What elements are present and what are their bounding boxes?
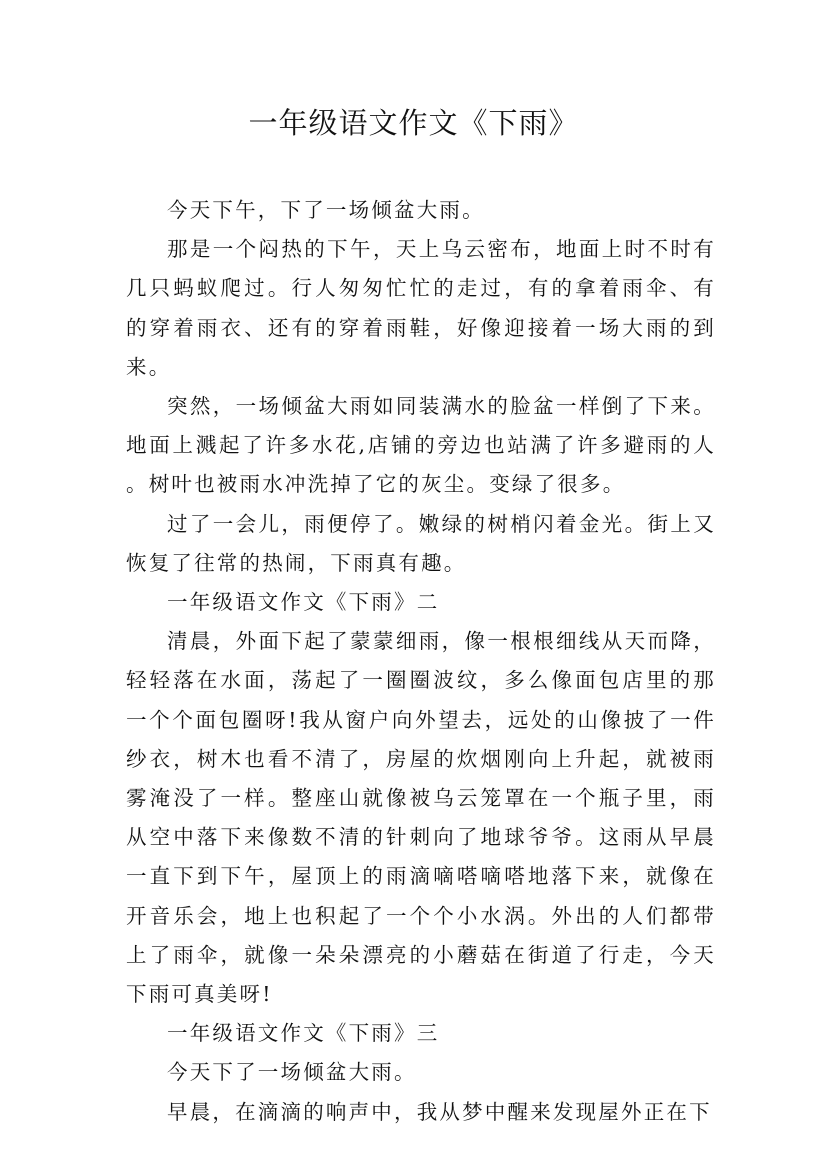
paragraph-6: 今天下了一场倾盆大雨。 [167, 1060, 417, 1085]
document-body [126, 191, 716, 1132]
paragraph-7: 早晨，在滴滴的响声中，我从梦中醒来发现屋外正在下 [167, 1099, 712, 1124]
paragraph-2: 那是一个闷热的下午，天上乌云密布，地面上时不时有几只蚂蚁爬过。行人匆匆忙忙的走过，有的拿着雨伞、有的穿着雨衣、还有的穿着雨鞋，好像迎接着一场大雨的到来。 [126, 237, 716, 379]
paragraph-5: 清晨，外面下起了蒙蒙细雨，像一根根细线从天而降，轻轻落在水面，荡起了一圈圈波纹，多么像面包店里的那一个个面包圈呀!我从窗户向外望去，远处的山像披了一件纱衣，树木也看不清了，房屋的炊烟刚向上升起，就被雨雾淹没了一样。整座山就像被乌云笼罩在一个瓶子里，雨从空中落下来像数不清的针刺向了地球爷爷。这雨从早晨一直下到下午，屋顶上的雨滴嘀嗒嘀嗒地落下来，就像在开音乐会，地上也积起了一个个小水涡。外出的人们都带上了雨伞，就像一朵朵漂亮的小蘑菇在街道了行走，今天下雨可真美呀! [126, 629, 716, 1007]
document-title: 一年级语文作文《下雨》 [248, 106, 579, 140]
paragraph-1: 今天下午，下了一场倾盆大雨。 [167, 198, 485, 222]
paragraph-3: 突然，一场倾盆大雨如同装满水的脸盆一样倒了下来。地面上溅起了许多水花,店铺的旁边也站满了许多避雨的人。树叶也被雨水冲洗掉了它的灰尘。变绿了很多。 [126, 394, 716, 497]
paragraph-4: 过了一会儿，雨便停了。嫩绿的树梢闪着金光。街上又恢复了往常的热闹，下雨真有趣。 [126, 511, 716, 575]
section-heading-3: 一年级语文作文《下雨》三 [167, 1021, 440, 1046]
section-heading-2: 一年级语文作文《下雨》二 [167, 590, 440, 615]
